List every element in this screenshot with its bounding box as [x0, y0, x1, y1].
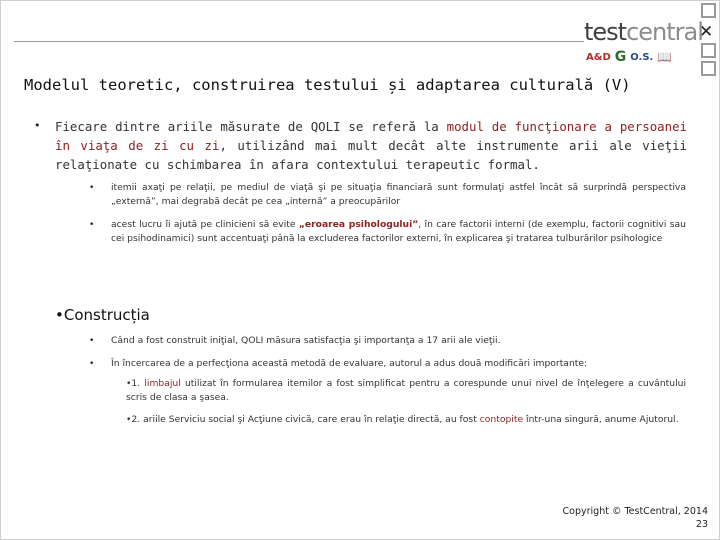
bullet-marker: • — [89, 336, 95, 346]
page-number: 23 — [695, 519, 708, 530]
bullet-marker: • — [89, 359, 95, 369]
sub-paragraph: În încercarea de a perfecţiona această metodă de evaluare, autorul a adus două modificări importante: — [111, 358, 588, 369]
section-heading: •Construcția — [55, 306, 150, 324]
os-logo: O.S. — [630, 51, 654, 63]
highlight-phrase: modul de funcţionare a persoanei în viaţa de zi cu zi — [55, 119, 687, 153]
logo-wordmark: testcentral — [584, 18, 703, 46]
slide-title: Modelul teoretic, construirea testului și adaptarea culturală (V) — [24, 76, 631, 94]
bullet-marker: • — [89, 183, 95, 193]
modification-item: •1. limbajul utilizat în formularea itemilor a fost simplificat pentru a corespunde unui nivel de înţelegere a cuvântului scris de clasa a şasea. — [126, 378, 686, 403]
main-paragraph: Fiecare dintre ariile măsurate de QOLI se referă la modul de funcţionare a persoanei în viaţa de zi cu zi, utilizând mai mult decât alte instrumente arii ale vieţii relaţionate cu schimbarea în afara contextului terapeutic formal. — [55, 119, 687, 172]
bullet-marker: • — [34, 119, 41, 132]
partner-logos — [586, 46, 696, 68]
header-rule — [14, 41, 584, 42]
g-logo: G — [614, 49, 627, 65]
ad-logo: A&D — [586, 51, 611, 63]
highlight-phrase: limbajul — [144, 378, 181, 389]
book-icon: 📖 — [657, 50, 673, 64]
sub-paragraph: Când a fost construit iniţial, QOLI măsura satisfacţia şi importanţa a 17 arii ale vieţii. — [111, 335, 501, 346]
sub-paragraph: acest lucru îi ajută pe clinicieni să evite „eroarea psihologului”, în care factorii interni (de exemplu, factorii cognitivi sau cei psihodinamici) sunt accentuaţi până la excluderea factorilor externi, în explicarea şi tratarea tulburărilor psihologice — [111, 219, 686, 244]
highlight-phrase: contopite — [479, 414, 524, 425]
modification-item: •2. ariile Serviciu social şi Acţiune civică, care erau în relaţie directă, au fost contopite într-una singură, anume Ajutorul. — [126, 414, 679, 425]
bullet-marker: • — [89, 220, 95, 230]
copyright-text: Copyright © TestCentral, 2014 — [562, 506, 708, 517]
testcentral-logo — [584, 8, 720, 78]
sub-paragraph: itemii axaţi pe relaţii, pe mediul de viaţă şi pe situaţia financiară sunt formulaţi astfel încât să surprindă perspectiva „externă”, mai degrabă decât pe cea „internă” a preocupărilor — [111, 182, 686, 207]
close-icon[interactable]: ✕ — [699, 22, 714, 42]
highlight-phrase: „eroarea psihologului” — [298, 219, 419, 230]
